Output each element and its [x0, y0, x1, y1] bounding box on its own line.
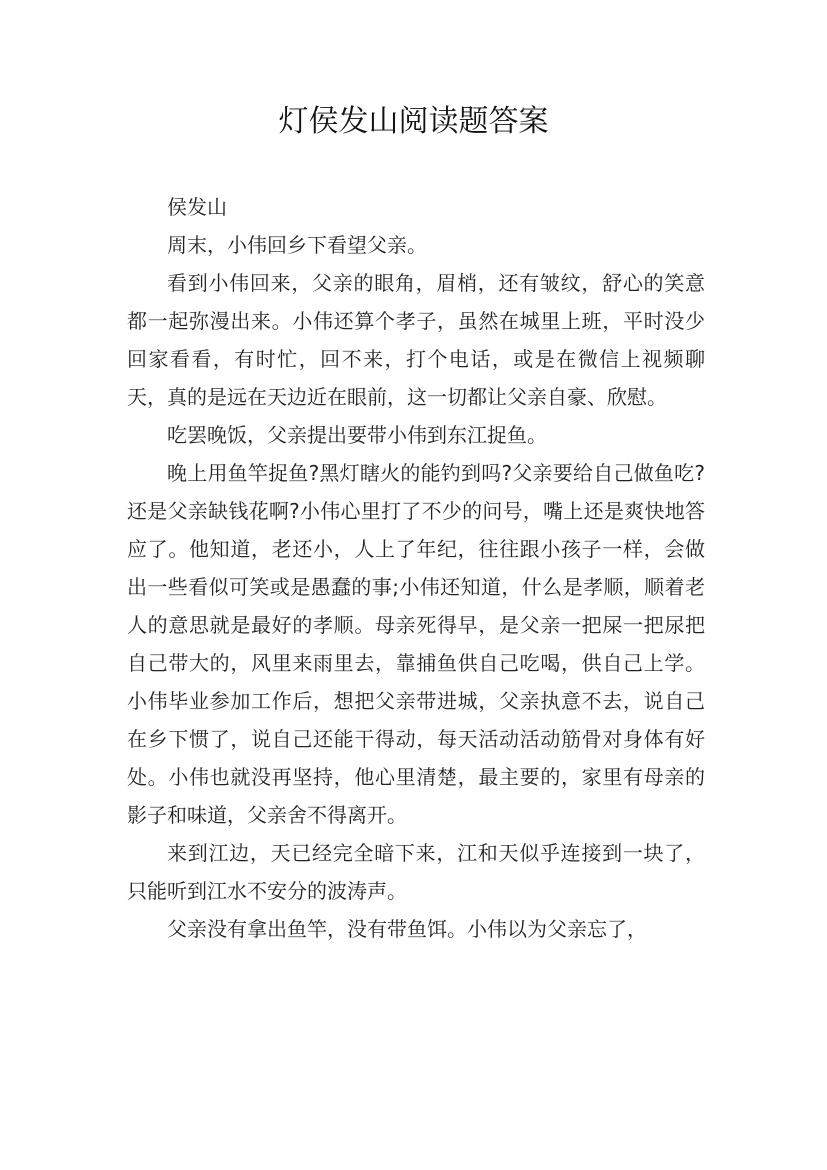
document-title: 灯侯发山阅读题答案 — [278, 104, 549, 139]
body-paragraph: 父亲没有拿出鱼竿，没有带鱼饵。小伟以为父亲忘了， — [167, 917, 647, 941]
body-paragraph: 晚上用鱼竿捉鱼?黑灯瞎火的能钓到吗?父亲要给自己做鱼吃?还是父亲缺钱花啊?小伟心里打了不少的问号，嘴上还是爽快地答应了。他知道，老还小，人上了年纪，往往跟小孩子一样，会做出一些看似可笑或是愚蠢的事;小伟还知道，什么是孝顺，顺着老人的意思就是最好的孝顺。母亲死得早，是父亲一把屎一把尿把自己带大的，风里来雨里去，靠捕鱼供自己吃喝，供自己上学。小伟毕业参加工作后，想把父亲带进城，父亲执意不去，说自己在乡下惯了，说自己还能干得动，每天活动活动筋骨对身体有好处。小伟也就没再坚持，他心里清楚，最主要的，家里有母亲的影子和味道，父亲舍不得离开。 — [127, 461, 705, 827]
body-paragraph: 看到小伟回来，父亲的眼角，眉梢，还有皱纹，舒心的笑意都一起弥漫出来。小伟还算个孝子，虽然在城里上班，平时没少回家看看，有时忙，回不来，打个电话，或是在微信上视频聊天，真的是远在天边近在眼前，这一切都让父亲自豪、欣慰。 — [127, 271, 705, 409]
document-body — [127, 188, 705, 948]
body-paragraph: 来到江边，天已经完全暗下来，江和天似乎连接到一块了，只能听到江水不安分的波涛声。 — [127, 841, 705, 903]
body-paragraph: 周末，小伟回乡下看望父亲。 — [167, 233, 427, 257]
author-line: 侯发山 — [167, 195, 227, 219]
body-paragraph: 吃罢晚饭，父亲提出要带小伟到东江捉鱼。 — [167, 423, 547, 447]
